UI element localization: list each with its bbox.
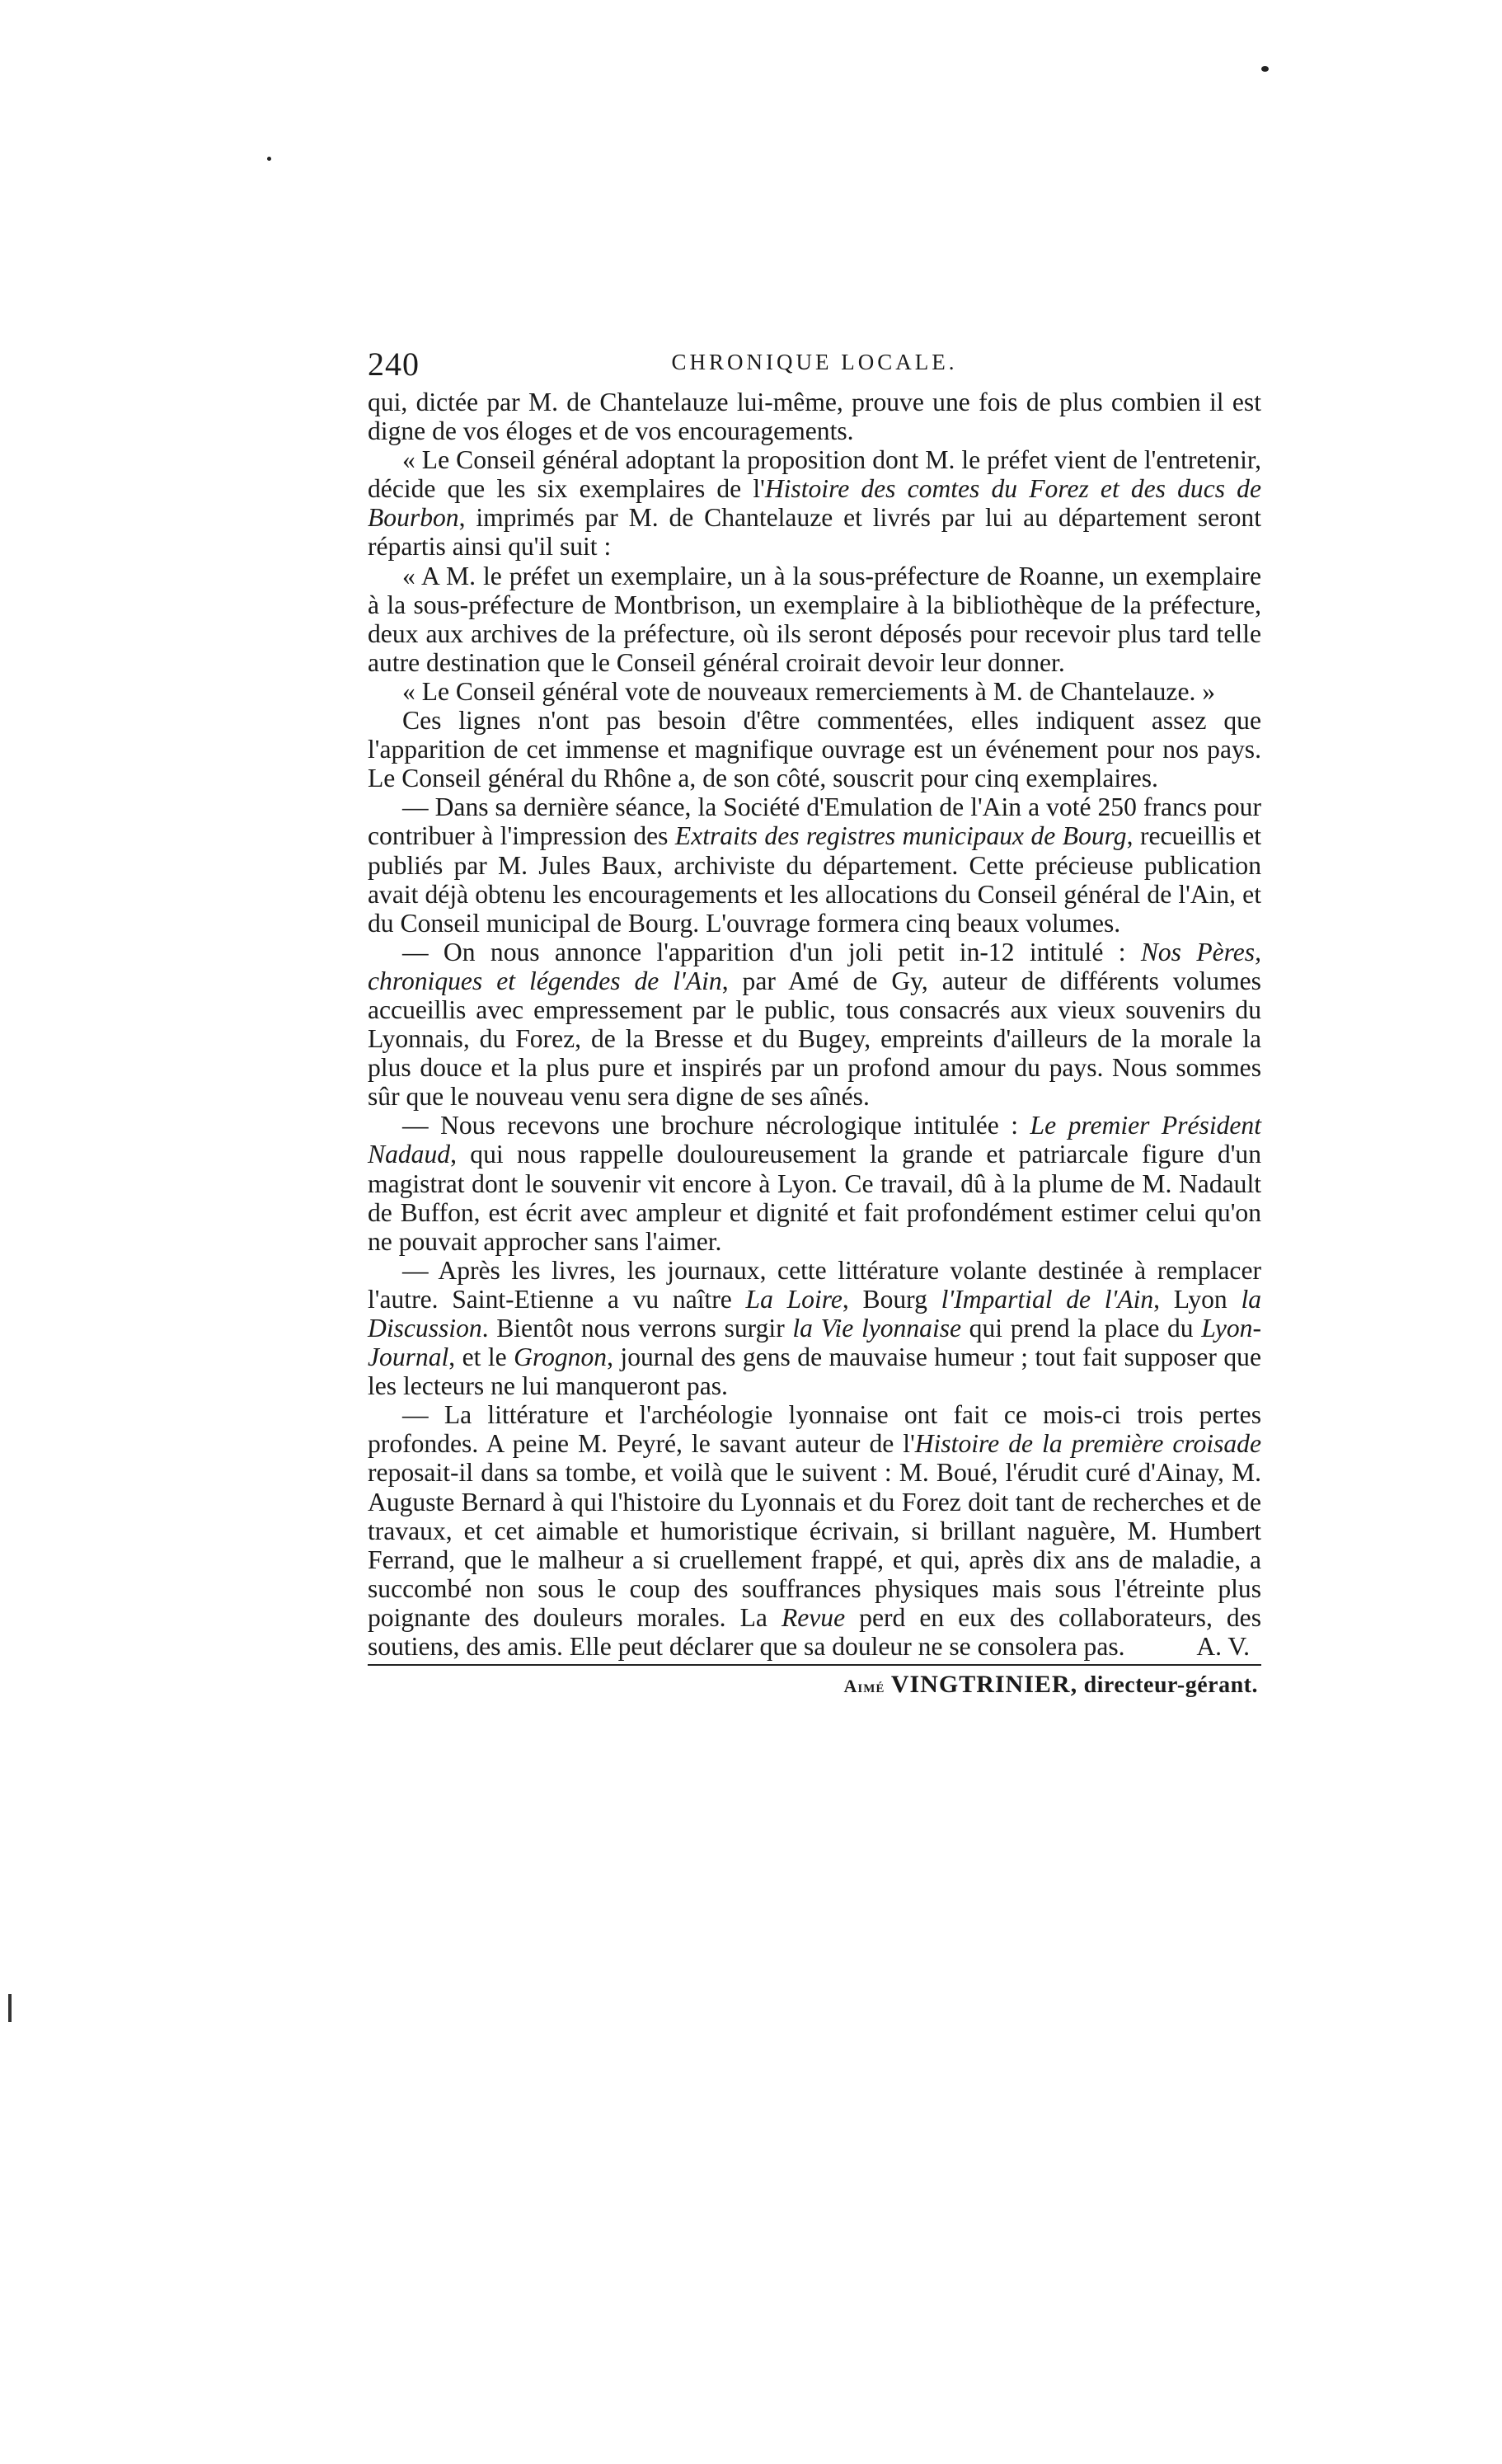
text-run: . Bientôt nous verrons surgir [481, 1314, 793, 1343]
editor-credit [368, 1671, 1261, 1699]
text-run: — Nous recevons une brochure nécrologique intitulée : [402, 1111, 1030, 1140]
credit-name: VINGTRINIER, [890, 1671, 1078, 1699]
text-run: , journal des gens de mauvaise humeur ; tout fait supposer que les lecteurs ne lui manqueront pas. [368, 1343, 1261, 1401]
page-header [368, 345, 1261, 386]
paragraph [368, 562, 1261, 677]
text-run: qui, dictée par M. de Chantelauze lui-même, prouve une fois de plus combien il est digne de vos éloges et de vos encouragements. [368, 388, 1261, 446]
book-title: Extraits des registres municipaux de Bourg [674, 821, 1127, 851]
text-run: , par Amé de Gy, auteur de différents volumes accueillis avec empressement par le public, tous consacrés aux vieux souvenirs du Lyonnais, du Forez, de la Bresse et du Bugey, empreints d'ailleurs de la morale la plus douce et la plus pure et inspirés par un profond amour du pays. Nous sommes sûr que le nouveau venu sera digne de ses aînés. [368, 966, 1261, 1112]
body-text [368, 388, 1261, 1661]
page-number: 240 [368, 346, 420, 383]
text-run: « A M. le préfet un exemplaire, un à la sous-préfecture de Roanne, un exemplaire à la sous-préfecture de Montbrison, un exemplaire à la bibliothèque de la préfecture, deux aux archives de la préfecture, où ils seront déposés pour recevoir plus tard telle autre destination que le Conseil général croirait devoir leur donner. [368, 561, 1261, 677]
book-title: Histoire des comtes du Forez et des ducs de Bourbon [368, 474, 1261, 533]
paragraph [368, 792, 1261, 937]
book-title: Le premier Président Nadaud [368, 1111, 1261, 1169]
speck-mark [267, 157, 271, 161]
journal-title: La Loire [745, 1284, 843, 1314]
text-run: , Bourg [842, 1284, 941, 1314]
journal-title: la Discussion [368, 1284, 1262, 1343]
text-run: — La littérature et l'archéologie lyonnaise ont fait ce mois-ci trois pertes profondes. A peine M. Peyré, le savant auteur de l' [368, 1400, 1261, 1459]
paragraph [368, 1256, 1261, 1400]
credit-role: directeur-gérant. [1083, 1672, 1258, 1699]
paragraph [368, 1111, 1261, 1255]
book-title: Nos Pères, chroniques et légendes de l'Ain [368, 937, 1261, 995]
book-title: Histoire de la première croisade [914, 1429, 1261, 1459]
journal-title: la Vie lyonnaise [792, 1314, 962, 1343]
running-title: CHRONIQUE LOCALE. [671, 350, 958, 374]
paragraph [368, 677, 1261, 706]
journal-title: Grognon [514, 1343, 608, 1372]
paragraph [368, 445, 1261, 561]
speck-mark [1261, 66, 1269, 72]
paragraph [368, 388, 1261, 445]
paragraph [368, 1400, 1261, 1661]
text-run: perd en eux des collaborateurs, des soutiens, des amis. Elle peut déclarer que sa douleur ne se consolera pas. [368, 1602, 1261, 1662]
text-run: « Le Conseil général adoptant la proposition dont M. le préfet vient de l'entretenir, décide que les six exemplaires de l' [368, 445, 1261, 504]
margin-mark [8, 1994, 12, 2022]
signature-initials: A. V. [1196, 1632, 1250, 1662]
closing-rule [368, 1664, 1261, 1666]
paragraph [368, 938, 1261, 1112]
text-run: qui prend la place du [961, 1314, 1202, 1343]
text-run: reposait-il dans sa tombe, et voilà que le suivent : M. Boué, l'érudit curé d'Ainay, M. Auguste Bernard à qui l'histoire du Lyonnais et du Forez doit tant de recherches et de travaux, et cet aimable et humoristique écrivain, si brillant naguère, M. Humbert Ferrand, que le malheur a si cruellement frappé, et qui, après dix ans de maladie, a succombé non sous le coup des souffrances physiques mais sous l'étreinte plus poignante des douleurs morales. La [368, 1458, 1261, 1632]
credit-prefix: Aimé [843, 1676, 885, 1697]
text-run: , recueillis et publiés par M. Jules Baux, archiviste du département. Cette précieuse publication avait déjà obtenu les encouragements et les allocations du Conseil général de l'Ain, et du Conseil municipal de Bourg. L'ouvrage formera cinq beaux volumes. [368, 821, 1261, 938]
journal-title: Revue [781, 1602, 846, 1632]
paragraph [368, 706, 1261, 792]
text-run: « Le Conseil général vote de nouveaux remerciements à M. de Chantelauze. » [402, 676, 1216, 706]
text-run: — Dans sa dernière séance, la Société d'Emulation de l'Ain a voté 250 francs pour contribuer à l'impression des [368, 792, 1261, 851]
journal-title: l'Impartial de l'Ain [941, 1284, 1154, 1314]
text-run: , et le [448, 1343, 514, 1372]
text-run: , Lyon [1153, 1284, 1241, 1314]
text-run: Ces lignes n'ont pas besoin d'être commentées, elles indiquent assez que l'apparition de cet immense et magnifique ouvrage est un événement pour nos pays. Le Conseil général du Rhône a, de son côté, souscrit pour cinq exemplaires. [368, 706, 1261, 793]
text-run: , imprimés par M. de Chantelauze et livrés par lui au département seront répartis ainsi qu'il suit : [368, 503, 1261, 562]
text-run: , qui nous rappelle douloureusement la grande et patriarcale figure d'un magistrat dont le souvenir vit encore à Lyon. Ce travail, dû à la plume de M. Nadault de Buffon, est écrit avec ampleur et dignité et fait profondément estimer celui qu'on ne pouvait approcher sans l'aimer. [368, 1140, 1261, 1256]
text-run: — Après les livres, les journaux, cette littérature volante destinée à remplacer l'autre. Saint-Etienne a vu naître [368, 1255, 1261, 1314]
book-page [368, 345, 1261, 1699]
text-run: — On nous annonce l'apparition d'un joli petit in-12 intitulé : [402, 937, 1141, 966]
journal-title: Lyon-Journal [368, 1314, 1261, 1372]
